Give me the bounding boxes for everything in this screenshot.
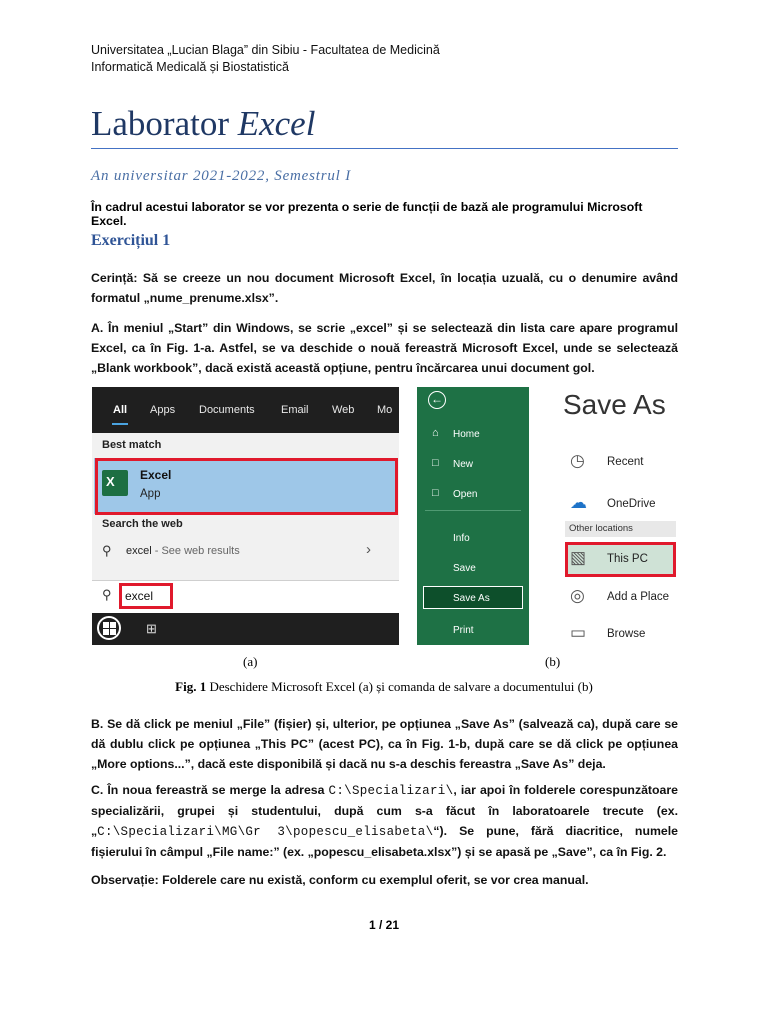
globe-icon: ◎ — [570, 586, 585, 605]
web-hint: - See web results — [151, 545, 240, 557]
tab-email[interactable]: Email — [281, 404, 309, 416]
location-browse[interactable]: Browse — [607, 628, 646, 640]
step-c-path-1: C:\Specializari\ — [328, 784, 454, 798]
step-c-paragraph — [91, 780, 678, 862]
windows-start-icon[interactable] — [97, 616, 121, 640]
search-web-label: Search the web — [102, 518, 183, 530]
taskbar — [92, 613, 399, 645]
document-title — [91, 102, 315, 146]
highlight-box-this-pc — [565, 542, 676, 577]
nav-info[interactable]: Info — [453, 533, 470, 544]
step-c-text-2: , iar apoi în folderele corespunzătoare specializării, grupei și studentului, după cum s-a făcut în laboratoarele trecute (ex. „ — [91, 783, 679, 838]
search-icon: ⚲ — [102, 543, 112, 558]
requirement-paragraph: Cerință: Să se creeze un nou document Microsoft Excel, în locația uzuală, cu o denumire având formatul „nume_prenume.xlsx”. — [91, 271, 678, 305]
tab-all-underline — [112, 423, 128, 425]
step-c-text-1: C. În noua fereastră se merge la adresa — [91, 783, 329, 797]
save-as-title: Save As — [563, 389, 666, 420]
nav-home[interactable]: Home — [453, 429, 480, 440]
search-input-text[interactable]: excel — [125, 589, 154, 603]
figure-start-menu-search — [92, 387, 399, 645]
title-italic: Excel — [237, 104, 316, 143]
header-department: Informatică Medicală și Biostatistică — [91, 60, 289, 74]
nav-print[interactable]: Print — [453, 625, 474, 636]
excel-app-icon: X — [102, 470, 128, 496]
new-document-icon: □ — [432, 457, 439, 469]
caption-a: (a) — [243, 654, 258, 669]
page-number: 1 / 21 — [368, 918, 400, 932]
onedrive-cloud-icon: ☁ — [570, 493, 587, 512]
tab-all[interactable]: All — [113, 404, 128, 416]
tab-more[interactable]: Mo — [377, 404, 393, 416]
nav-save-as[interactable]: Save As — [453, 593, 490, 604]
tab-documents[interactable]: Documents — [199, 404, 255, 416]
nav-save[interactable]: Save — [453, 563, 476, 574]
title-divider — [91, 148, 678, 149]
figure-caption-text: Deschidere Microsoft Excel (a) și comanda de salvare a documentului (b) — [206, 679, 593, 694]
search-box-icon: ⚲ — [102, 587, 112, 602]
web-result-row[interactable] — [126, 545, 240, 557]
open-folder-icon: □ — [432, 487, 439, 499]
header-university: Universitatea „Lucian Blaga” din Sibiu - Facultatea de Medicină — [91, 43, 440, 57]
recent-clock-icon: ◷ — [570, 451, 585, 470]
folder-icon: ▭ — [570, 623, 587, 642]
chevron-right-icon[interactable]: › — [366, 541, 371, 558]
back-arrow-icon[interactable]: ← — [428, 391, 446, 409]
step-b-paragraph: B. Se dă click pe meniul „File” (fișier) și, ulterior, pe opțiunea „Save As” (salvează ca), după care se dă dublu click pe opțiunea „This PC” (acest PC), ca în Fig. 1-b, după care se dă click pe opțiunea „More options...”, dacă este disponibilă și dacă nu s-a deschis fereastra „Save As” deja. — [91, 717, 678, 771]
excel-result-type: App — [140, 488, 161, 500]
observation-paragraph: Observație: Folderele care nu există, conform cu exemplul oferit, se vor crea manual. — [91, 873, 589, 887]
task-view-icon[interactable]: ⊞ — [146, 621, 157, 636]
step-a-paragraph: A. În meniul „Start” din Windows, se scrie „excel” și se selectează din lista care apare programul Excel, ca în Fig. 1-a. Astfel, se va deschide o nouă fereastră Microsoft Excel, unde se selectează „Blank workbook”, dacă există această opțiune, pentru încărcarea unui document gol. — [91, 321, 678, 375]
web-query: excel — [126, 545, 152, 557]
figure-excel-save-as — [417, 387, 676, 645]
document-subtitle: An universitar 2021-2022, Semestrul I — [91, 168, 351, 184]
step-c-path-2: C:\Specializari\MG\Gr 3\popescu_elisabeta\ — [97, 825, 434, 839]
home-icon: ⌂ — [432, 427, 439, 439]
location-onedrive[interactable]: OneDrive — [607, 498, 656, 510]
highlight-box-search-text — [119, 583, 173, 609]
other-locations-header: Other locations — [565, 521, 676, 537]
computer-icon: ▧ — [570, 548, 587, 567]
location-add-place[interactable]: Add a Place — [607, 591, 670, 603]
location-this-pc[interactable]: This PC — [607, 553, 648, 565]
title-regular: Laborator — [91, 104, 238, 143]
nav-new[interactable]: New — [453, 459, 474, 470]
caption-b: (b) — [545, 654, 561, 669]
best-match-label: Best match — [102, 439, 162, 451]
step-c-text-3: “). Se pune, fără diacritice, numele fișierului în câmpul „File name:” (ex. „popescu_elisabeta.xlsx”) și se apasă pe „Save”, ca în Fig. 2. — [91, 824, 678, 859]
nav-divider — [425, 510, 521, 511]
tab-apps[interactable]: Apps — [150, 404, 176, 416]
intro-paragraph: În cadrul acestui laborator se vor prezenta o serie de funcții de bază ale programului Microsoft Excel. — [91, 200, 643, 228]
nav-open[interactable]: Open — [453, 489, 478, 500]
figure-caption-label: Fig. 1 — [175, 679, 207, 694]
figure-caption — [0, 679, 768, 695]
page-header — [91, 42, 440, 76]
location-recent[interactable]: Recent — [607, 456, 644, 468]
highlight-box-excel-result — [95, 458, 398, 515]
tab-web[interactable]: Web — [332, 404, 355, 416]
exercise-heading: Exercițiul 1 — [91, 232, 171, 249]
excel-result-name: Excel — [140, 468, 172, 482]
